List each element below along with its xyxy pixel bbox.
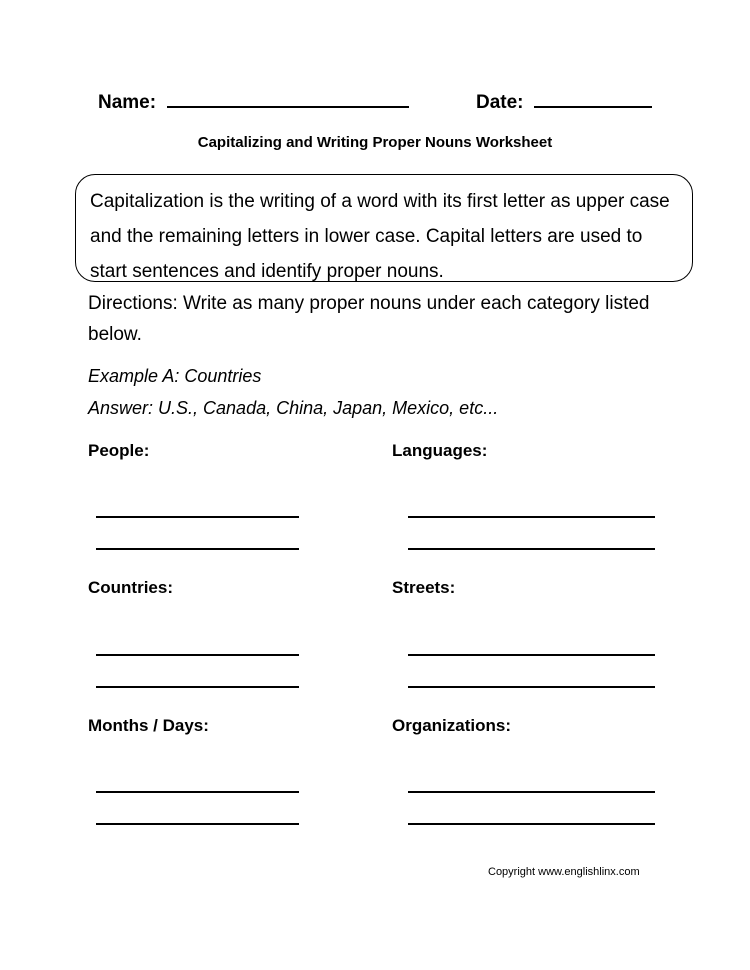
name-label: Name: [98,92,157,113]
example-answer: Answer: U.S., Canada, China, Japan, Mexico, etc... [88,398,499,418]
definition-text: Capitalization is the writing of a word with its first letter as upper case and the remaining letters in lower case. Capital letters are used to start sentences and identify proper nouns. [90,191,670,282]
answer-line-streets-1[interactable] [408,654,655,656]
answer-line-languages-2[interactable] [408,548,655,550]
category-months-days: Months / Days: [88,716,209,735]
category-people: People: [88,441,150,460]
name-blank-line[interactable] [167,90,409,108]
category-languages: Languages: [392,441,488,460]
definition-box [75,174,693,282]
date-blank-line[interactable] [534,90,652,108]
answer-line-streets-2[interactable] [408,686,655,688]
date-field-row [476,90,652,114]
date-label: Date: [476,92,524,113]
example-label: Example A: Countries [88,366,262,386]
answer-line-organizations-1[interactable] [408,791,655,793]
answer-line-languages-1[interactable] [408,516,655,518]
category-countries: Countries: [88,578,173,597]
directions-text: Directions: Write as many proper nouns under each category listed below. [88,293,650,345]
worksheet-title: Capitalizing and Writing Proper Nouns Worksheet [197,134,553,151]
category-organizations: Organizations: [392,716,512,735]
copyright-text: Copyright www.englishlinx.com [488,866,640,878]
answer-line-people-1[interactable] [96,516,299,518]
answer-line-countries-1[interactable] [96,654,299,656]
answer-line-organizations-2[interactable] [408,823,655,825]
answer-line-months-days-1[interactable] [96,791,299,793]
category-streets: Streets: [392,578,456,597]
answer-line-countries-2[interactable] [96,686,299,688]
name-field-row [98,90,409,114]
answer-line-people-2[interactable] [96,548,299,550]
answer-line-months-days-2[interactable] [96,823,299,825]
